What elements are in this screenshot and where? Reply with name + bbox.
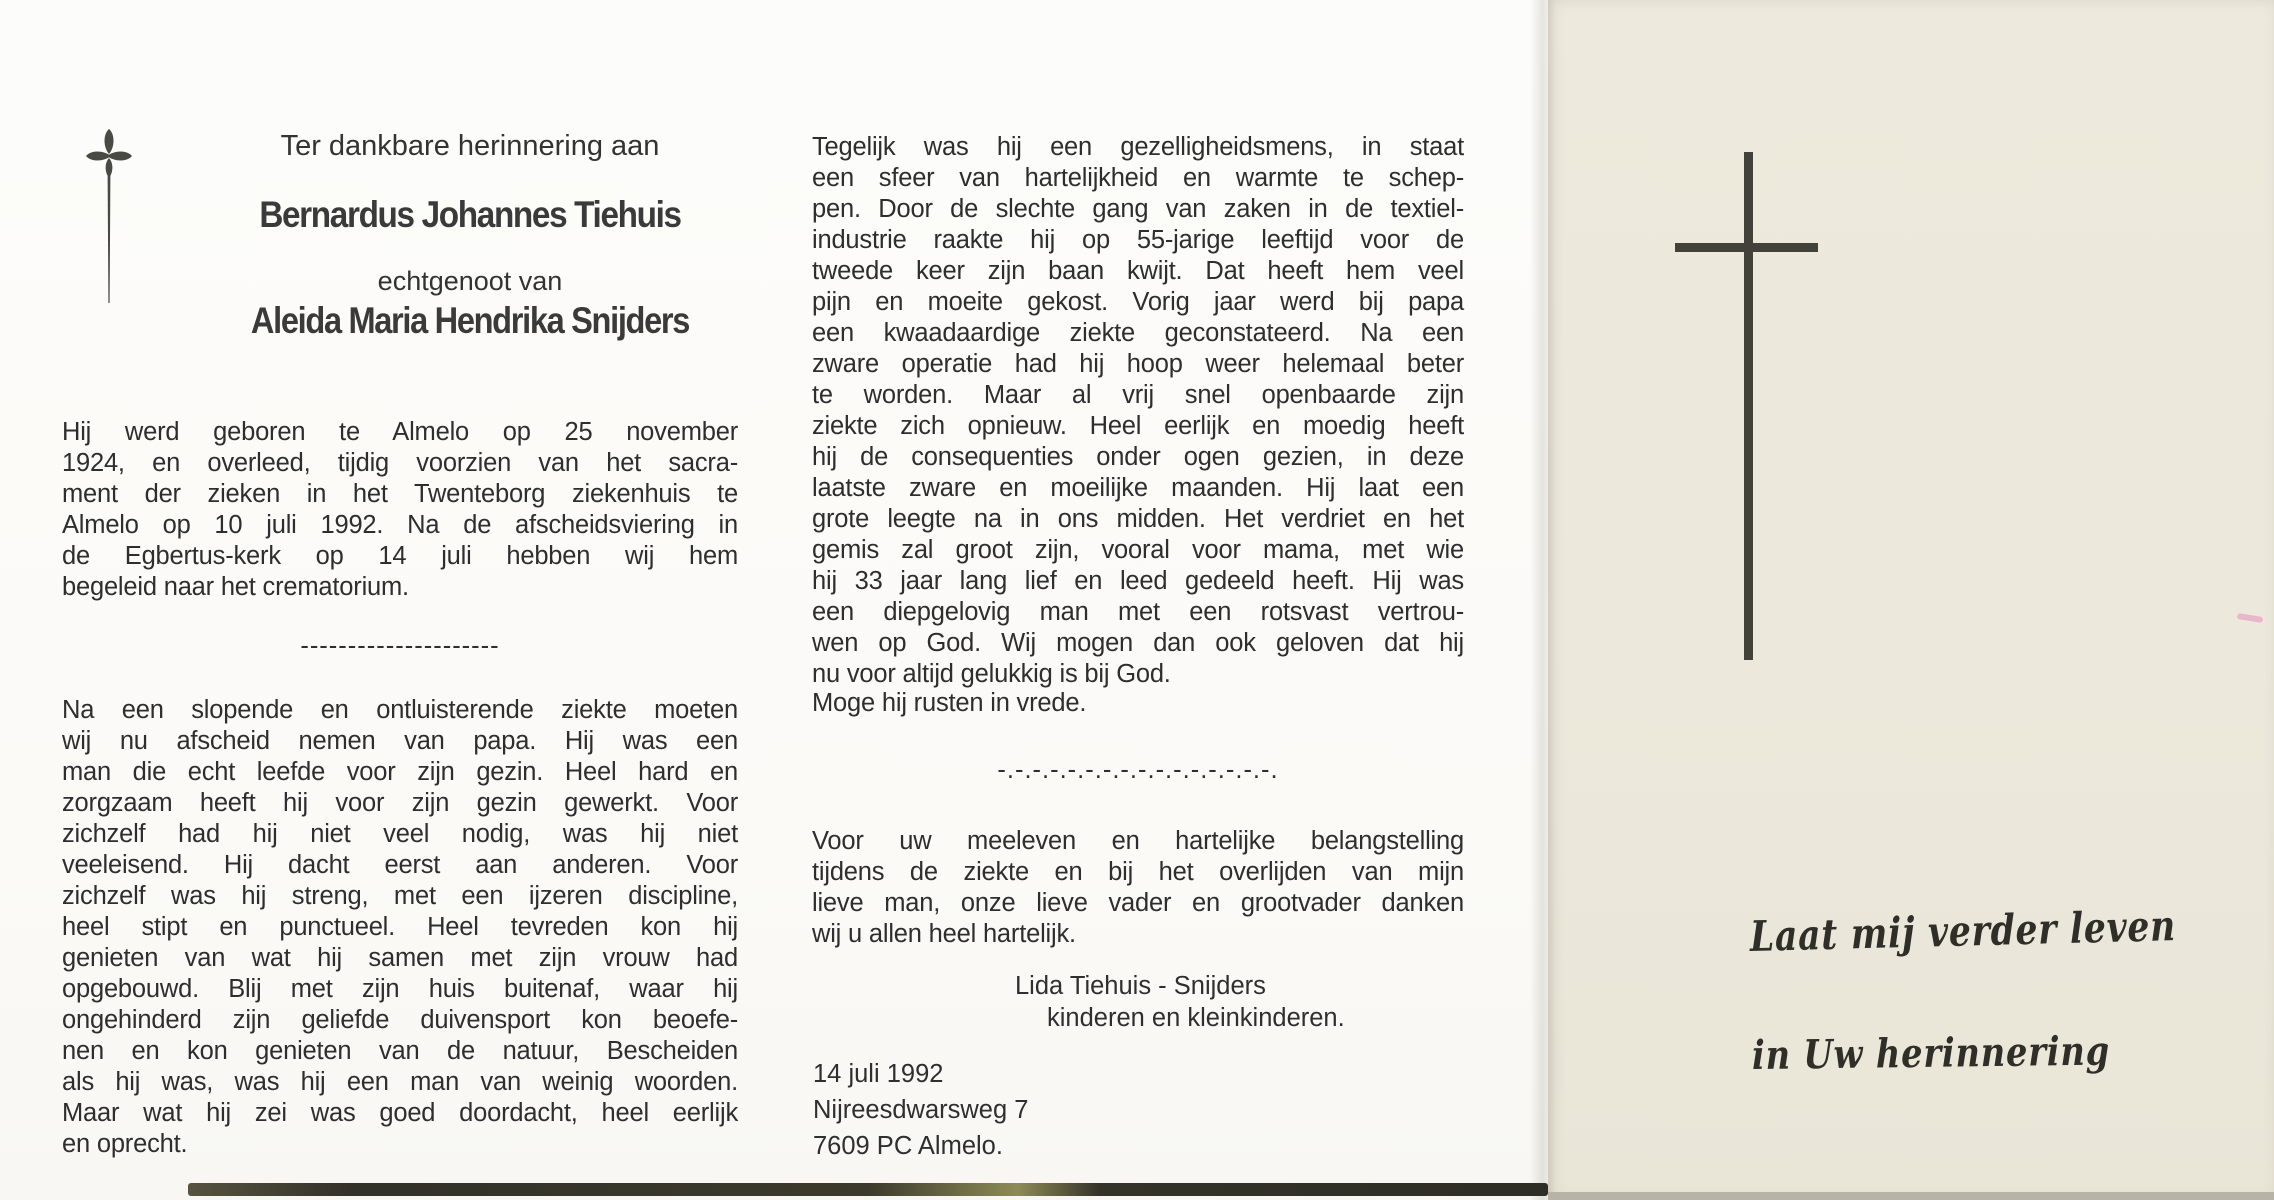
spouse-name: Aleida Maria Hendrika Snijders (250, 300, 690, 341)
closing-line: Moge hij rusten in vrede. (812, 689, 1087, 717)
ornamental-cross-icon (84, 126, 134, 306)
card-edge-shadow (188, 1183, 1548, 1196)
relation-text: echtgenoot van (377, 266, 563, 296)
script-line-1: Laat mij verder leven (1749, 901, 2177, 961)
memorial-cross-horizontal (1675, 243, 1818, 252)
cream-bottom-edge (1548, 1192, 2274, 1200)
signature-name: Lida Tiehuis - Snijders (1015, 972, 1266, 1000)
script-line-2: in Uw herinnering (1751, 1027, 2111, 1079)
card-right-page (1548, 0, 2274, 1200)
date-line: 14 juli 1992 (813, 1060, 944, 1088)
address-line-1: Nijreesdwarsweg 7 (813, 1096, 1029, 1124)
dedication-text: Ter dankbare herinnering aan (280, 130, 660, 162)
acknowledgement-paragraph: Voor uw meeleven en hartelijke belangstelling tijdens de ziekte en bij het overlijden van mijn lieve man, onze lieve vader en grootvader danken wij u allen heel hartelijk. (812, 827, 1464, 948)
address-line-2: 7609 PC Almelo. (813, 1132, 1003, 1160)
memorial-cross-vertical (1744, 152, 1753, 660)
fold-shadow (1530, 0, 1556, 1200)
deceased-name: Bernardus Johannes Tiehuis (259, 194, 681, 235)
tribute-paragraph: Tegelijk was hij een gezelligheidsmens, in staat een sfeer van hartelijkheid en warmte te schep- pen. Door de slechte gang van zaken in de textiel- industrie raakte hij op 55-jarige leeftijd voor de tweede keer zijn baan kwijt. Dat heeft hem veel pijn en moeite gekost. Vorig jaar werd bij papa een kwaadaardige ziekte geconstateerd. Na een zware operatie had hij hoop weer helemaal beter te worden. Maar al vrij snel openbaarde zijn ziekte zich opnieuw. Heel eerlijk en moedig heeft hij de consequenties onder ogen gezien, in deze laatste zware en moeilijke maanden. Hij laat een grote leegte na in ons midden. Het verdriet en het gemis zal groot zijn, vooral voor mama, met wie hij 33 jaar lang lief en leed gedeeld heeft. Hij was een diepgelovig man met een rotsvast vertrou- wen op God. Wij mogen dan ook geloven dat hij nu voor altijd gelukkig is bij God. (812, 133, 1464, 688)
signature-family: kinderen en kleinkinderen. (1047, 1004, 1345, 1032)
dashed-separator: --------------------- (300, 632, 500, 660)
dot-dash-separator: -.-.-.-.-.-.-.-.-.-.-.-.-.-.-.-. (997, 756, 1279, 784)
memorial-paragraph: Na een slopende en ontluisterende ziekte moeten wij nu afscheid nemen van papa. Hij was een man die echt leefde voor zijn gezin. Heel hard en zorgzaam heeft hij voor zijn gezin gewerkt. Voor zichzelf had hij niet veel nodig, was hij niet veeleisend. Hij dacht eerst aan anderen. Voor zichzelf was hij streng, met een ijzeren discipline, heel stipt en punctueel. Heel tevreden kon hij genieten van wat hij samen met zijn vrouw had opgebouwd. Blij met zijn huis buitenaf, waar hij ongehinderd zijn geliefde duivensport kon beoefe- nen en kon genieten van de natuur, Bescheiden als hij was, was hij een man van weinig woorden. Maar wat hij zei was goed doordacht, heel eerlijk en oprecht. (62, 696, 738, 1158)
biography-paragraph: Hij werd geboren te Almelo op 25 november 1924, en overleed, tijdig voorzien van het sacra- ment der zieken in het Twenteborg ziekenhuis te Almelo op 10 juli 1992. Na de afscheidsviering in de Egbertus-kerk op 14 juli hebben wij hem begeleid naar het crematorium. (62, 418, 738, 601)
